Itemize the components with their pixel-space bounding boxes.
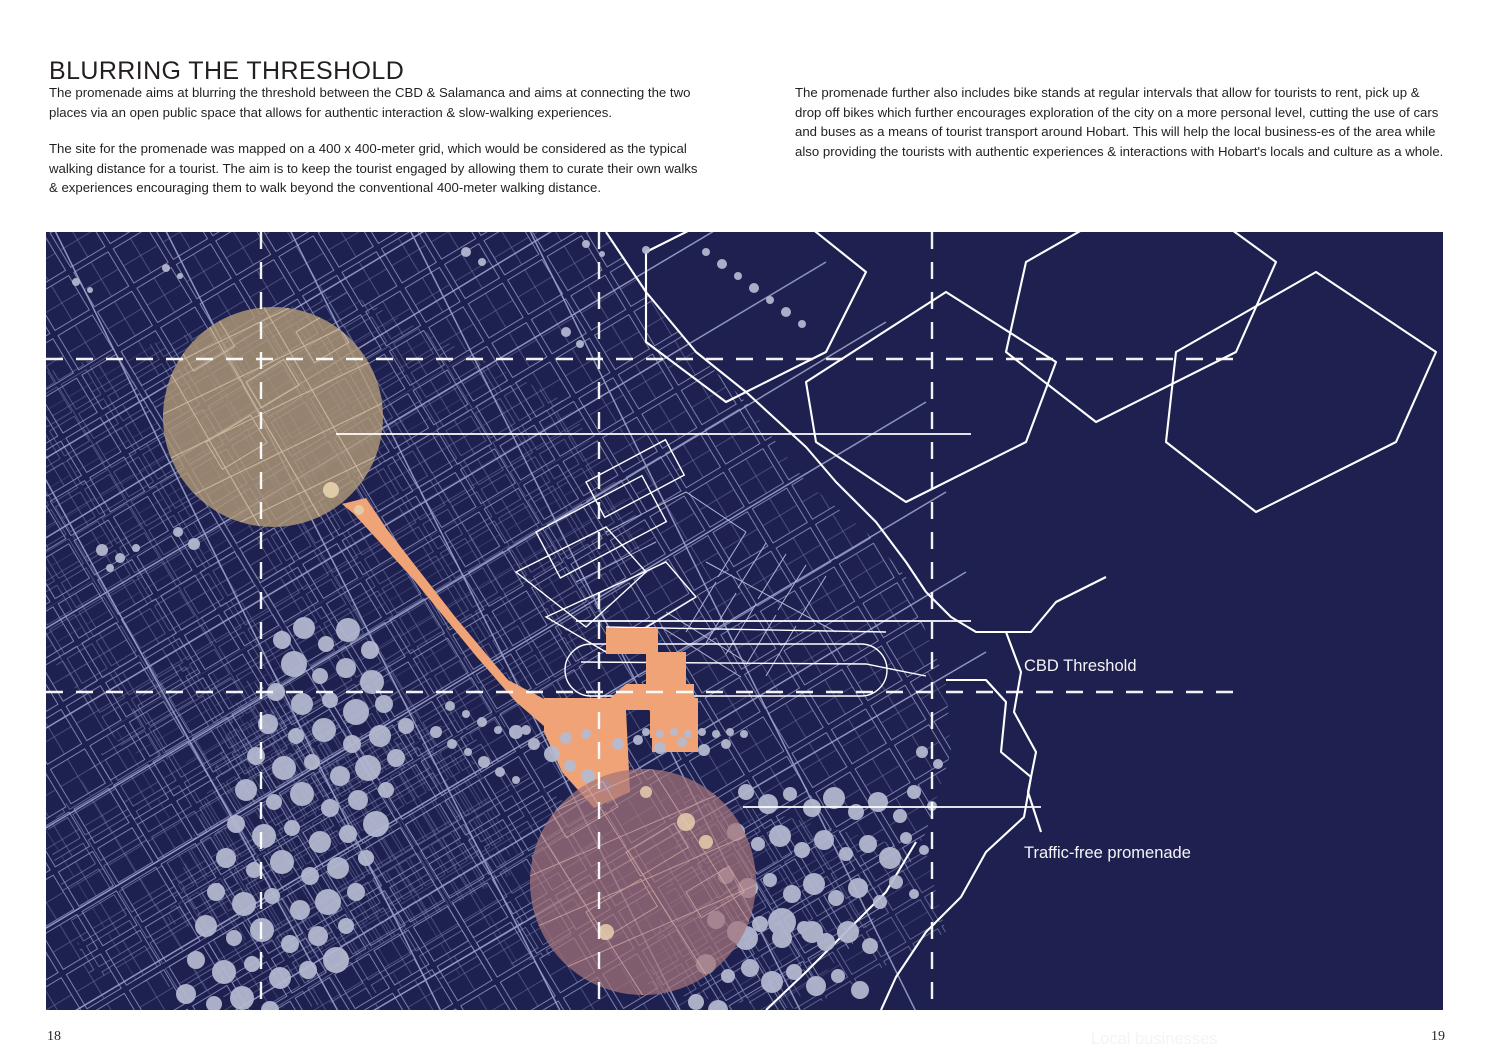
intro-text-left-column	[49, 83, 699, 198]
paragraph: The promenade aims at blurring the threshold between the CBD & Salamanca and aims at connecting the two places via an open public space that allows for authentic interaction & slow-walking experiences.	[49, 85, 691, 120]
intro-text-right-column	[795, 83, 1445, 161]
page-number-left: 18	[47, 1029, 61, 1044]
map-annotation-local-businesses: Local businesses	[1091, 1030, 1218, 1048]
map-annotation-cbd-threshold: CBD Threshold	[1024, 657, 1137, 675]
paragraph: The site for the promenade was mapped on a 400 x 400-meter grid, which would be considered as the typical walking distance for a tourist. The aim is to keep the tourist engaged by allowing them to curate their own walks & experiences encouraging them to walk beyond the conventional 400-meter walking distance.	[49, 141, 698, 195]
page-number-right: 19	[1431, 1029, 1445, 1044]
map-annotation-traffic-free-promenade: Traffic-free promenade	[1024, 844, 1191, 862]
map-drawing	[46, 232, 1443, 1010]
paragraph: The promenade further also includes bike stands at regular intervals that allow for tourists to rent, pick up & drop off bikes which further encourages exploration of the city on a more personal level, cutting the use of cars and buses as a means of tourist transport around Hobart. This will help the local business-es of the area while also providing the tourists with authentic experiences & interactions with Hobart's locals and culture as a whole.	[795, 85, 1444, 159]
page-title: BLURRING THE THRESHOLD	[49, 56, 405, 85]
